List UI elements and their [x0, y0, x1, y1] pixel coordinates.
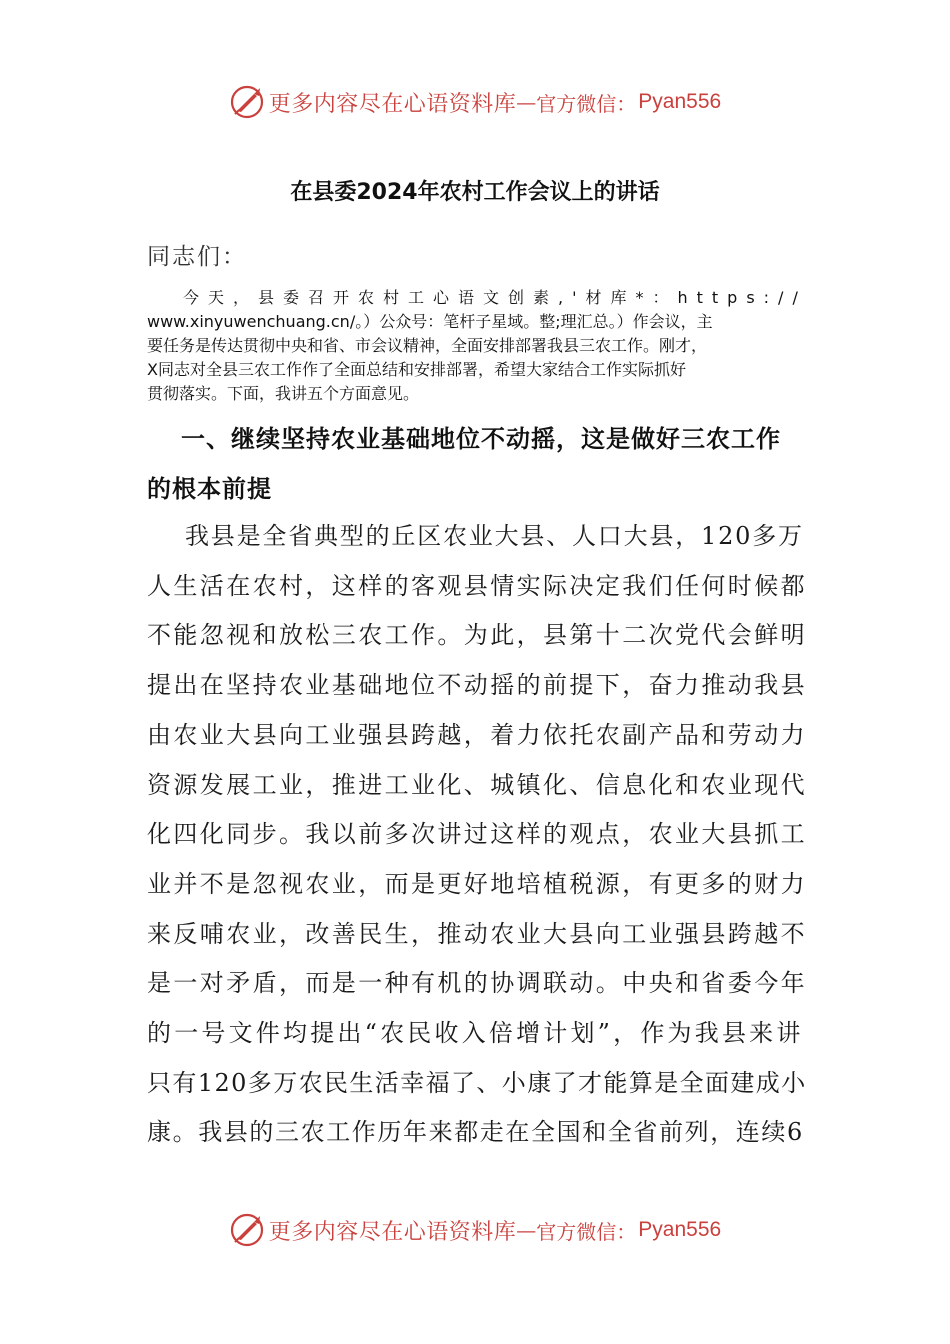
intro-line: 贯彻落实。下面，我讲五个方面意见。	[147, 384, 420, 403]
banner-wechat-id: Pyan556	[638, 90, 722, 113]
body-line: 康。我县的三农工作历年来都走在全国和全省前列，连续6	[147, 1118, 804, 1147]
body-line: 资源发展工业，推进工业化、城镇化、信息化和农业现代	[147, 770, 807, 799]
banner-separator: —	[516, 90, 537, 114]
banner-separator: —	[516, 1218, 537, 1242]
body-line: 我县是全省典型的丘区农业大县、人口大县，120多万	[185, 522, 804, 550]
body-line: 人生活在农村，这样的客观县情实际决定我们任何时候都	[147, 571, 807, 600]
footer-banner	[0, 1210, 950, 1250]
header-banner	[0, 82, 950, 122]
heading-line: 的根本前提	[147, 475, 272, 503]
banner-title: 更多内容尽在心语资料库	[268, 91, 517, 117]
body-line: 由农业大县向工业强县跨越，着力依托农副产品和劳动力	[147, 720, 807, 749]
body-paragraph	[147, 512, 807, 1158]
intro-line: 今天，县委召开农村工心语文创素,'材库*：https://	[183, 288, 807, 307]
quill-logo-icon	[229, 84, 265, 120]
banner-wechat-label: 官方微信：	[536, 91, 637, 116]
body-line: 是一对矛盾，而是一种有机的协调联动。中央和省委今年	[147, 969, 807, 998]
quill-logo-icon	[229, 1212, 265, 1248]
salutation: 同志们：	[147, 244, 247, 270]
intro-line: X同志对全县三农工作作了全面总结和安排部署，希望大家结合工作实际抓好	[147, 360, 686, 379]
body-line: 来反哺农业，改善民生，推动农业大县向工业强县跨越不	[147, 919, 807, 948]
body-line: 只有120多万农民生活幸福了、小康了才能算是全面建成小	[147, 1068, 807, 1097]
intro-line: 要任务是传达贯彻中央和省、市会议精神，全面安排部署我县三农工作。刚才，	[147, 336, 708, 355]
banner-wechat-label: 官方微信：	[536, 1219, 637, 1244]
banner-title: 更多内容尽在心语资料库	[268, 1219, 517, 1245]
body-line: 提出在坚持农业基础地位不动摇的前提下，奋力推动我县	[147, 671, 807, 700]
body-line: 化四化同步。我以前多次讲过这样的观点，农业大县抓工	[147, 820, 807, 849]
banner-wechat-id: Pyan556	[638, 1218, 722, 1241]
body-line: 的一号文件均提出“农民收入倍增计划”，作为我县来讲	[147, 1019, 804, 1048]
section-heading	[147, 414, 807, 514]
heading-line: 一、继续坚持农业基础地位不动摇，这是做好三农工作	[181, 425, 781, 453]
body-line: 不能忽视和放松三农工作。为此，县第十二次党代会鲜明	[147, 621, 807, 650]
document-title: 在县委2024年农村工作会议上的讲话	[290, 180, 660, 205]
intro-paragraph	[147, 286, 807, 406]
intro-line: www.xinyuwenchuang.cn/。）公众号：笔杆子星域。整;理汇总。）作会议，主	[147, 312, 713, 331]
body-line: 业并不是忽视农业，而是更好地培植税源，有更多的财力	[147, 869, 807, 898]
